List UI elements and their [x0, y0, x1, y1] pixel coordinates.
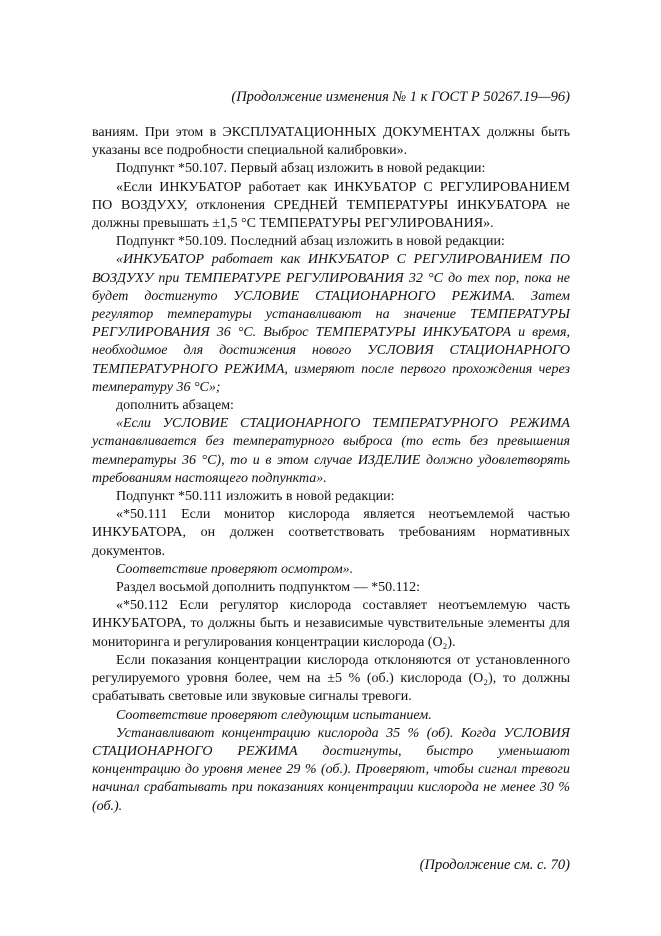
paragraph-add-clause: дополнить абзацем: [116, 398, 234, 414]
paragraph-air-controlled-incubator: «Если ИНКУБАТОР работает как ИНКУБАТОР С РЕГУЛИРОВАНИЕМ ПО ВОЗДУХУ, отклонения СРЕДНЕЙ ТЕМПЕРАТУРЫ ИНКУБАТОРА не должны превышать ±1,5 °С ТЕМПЕРАТУРЫ РЕГУЛИРОВАНИЯ». [92, 179, 570, 232]
paragraph-steady-state-test: «ИНКУБАТОР работает как ИНКУБАТОР С РЕГУЛИРОВАНИЕМ ПО ВОЗДУХУ при ТЕМПЕРАТУРЕ РЕГУЛИРОВАНИЯ 32 °С до тех пор, пока не будет достигнуто УСЛОВИЕ СТАЦИОНАРНОГО РЕЖИМА. Затем регулятор температуры устанавливают на значение ТЕМПЕРАТУРЫ РЕГУЛИРОВАНИЯ 36 °С. Выброс ТЕМПЕРАТУРЫ ИНКУБАТОРА и время, необходимое для достижения нового УСЛОВИЯ СТАЦИОНАРНОГО ТЕМПЕРАТУРНОГО РЕЖИМА, измеряют после первого прохождения через температуру 36 °С»; [92, 252, 570, 395]
paragraph-inspection-check: Соответствие проверяют осмотром». [116, 561, 354, 577]
paragraph-section-eight: Раздел восьмой дополнить подпунктом — *50.112: [116, 580, 421, 596]
paragraph-calibration-tail: ваниям. При этом в ЭКСПЛУАТАЦИОННЫХ ДОКУМЕНТАХ должны быть указаны все подробности специальной калибровки». [92, 125, 570, 159]
paragraph-alarm-deviation: Если показания концентрации кислорода отклоняются от установленного регулируемого уровня более, чем на ±5 % (об.) кислорода (O₂), то должны срабатывать световые или звуковые сигналы тревоги. [92, 652, 570, 705]
paragraph-no-overshoot: «Если УСЛОВИЕ СТАЦИОНАРНОГО ТЕМПЕРАТУРНОГО РЕЖИМА устанавливается без температурного выброса (то есть без превышения температуры 36 °С), то и в этом случае ИЗДЕЛИЕ должно удовлетворять требованиям настоящего подпункта». [92, 416, 570, 486]
paragraph-oxygen-monitor: «*50.111 Если монитор кислорода является неотъемлемой частью ИНКУБАТОРА, он должен соответствовать требованиям нормативных документов. [92, 507, 570, 559]
paragraph-subclause-50-109: Подпункт *50.109. Последний абзац изложить в новой редакции: [116, 234, 505, 250]
paragraph-subclause-50-111: Подпункт *50.111 изложить в новой редакции: [116, 489, 395, 505]
continuation-header: (Продолжение изменения № 1 к ГОСТ Р 50267.19—96) [231, 89, 570, 105]
paragraph-oxygen-controller: «*50.112 Если регулятор кислорода составляет неотъемлемую часть ИНКУБАТОРА, то должны быть и независимые чувствительные элементы для мониторинга и регулирования концентрации кислорода (O₂). [92, 598, 570, 650]
continuation-footer: (Продолжение см. с. 70) [419, 856, 570, 873]
paragraph-test-compliance: Соответствие проверяют следующим испытанием. [116, 707, 432, 723]
document-page [92, 88, 570, 874]
paragraph-oxygen-test-procedure: Устанавливают концентрацию кислорода 35 % (об). Когда УСЛОВИЯ СТАЦИОНАРНОГО РЕЖИМА достигнуты, быстро уменьшают концентрацию до уровня менее 29 % (об.). Проверяют, чтобы сигнал тревоги начинал срабатывать при показаниях концентрации кислорода не менее 30 % (об.). [92, 725, 570, 814]
paragraph-subclause-50-107: Подпункт *50.107. Первый абзац изложить в новой редакции: [116, 161, 486, 177]
